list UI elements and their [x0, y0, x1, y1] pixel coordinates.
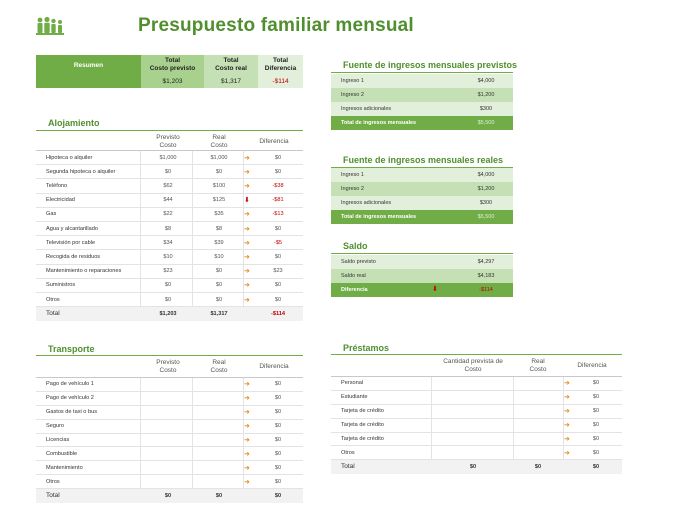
- total-real: $1,317: [210, 310, 228, 317]
- row-label: Otros: [46, 478, 60, 485]
- summary-prev-label-2: Costo previsto: [149, 65, 196, 72]
- summary-real-value: $1,317: [204, 75, 258, 88]
- cell-diferencia: $0: [592, 408, 600, 415]
- income-row[interactable]: [331, 182, 513, 196]
- summary-block: [36, 55, 303, 88]
- table-row[interactable]: [36, 194, 303, 208]
- arrow-right-icon: ➜: [244, 437, 250, 445]
- section-title-prestamos: Préstamos: [343, 343, 390, 353]
- total-previsto: $0: [469, 463, 477, 470]
- column-header-line: Real: [212, 134, 226, 141]
- income-total-row: [331, 210, 513, 224]
- income-total-label: Total de ingresos mensuales: [341, 214, 417, 220]
- income-label: Ingreso 2: [341, 92, 364, 98]
- cell-previsto[interactable]: $44: [163, 197, 173, 204]
- arrow-right-icon: ➜: [564, 436, 570, 444]
- income-value[interactable]: $4,000: [477, 78, 495, 84]
- cell-diferencia: $0: [592, 422, 600, 429]
- table-row[interactable]: [36, 151, 303, 165]
- row-label: Recogida de residuos: [46, 253, 101, 260]
- row-label: Personal: [341, 380, 364, 387]
- row-label: Otros: [341, 449, 355, 456]
- cell-diferencia: $0: [274, 450, 282, 457]
- cell-diferencia: $0: [592, 436, 600, 443]
- section-title-transporte: Transporte: [48, 344, 95, 354]
- arrow-right-icon: ➜: [244, 154, 250, 162]
- income-value[interactable]: $1,200: [477, 186, 495, 192]
- income-label: Ingreso 2: [341, 186, 364, 192]
- summary-label: Resumen: [36, 55, 141, 88]
- total-previsto: $0: [164, 492, 172, 499]
- arrow-right-icon: ➜: [244, 253, 250, 261]
- income-row[interactable]: [331, 269, 513, 283]
- table-row[interactable]: [36, 406, 303, 420]
- cell-real[interactable]: $8: [215, 225, 223, 232]
- transporte-table: [36, 356, 303, 504]
- income-row[interactable]: [331, 88, 513, 102]
- table-row[interactable]: [36, 434, 303, 448]
- summary-prev-value: $1,203: [141, 75, 204, 88]
- income-row[interactable]: [331, 196, 513, 210]
- table-row[interactable]: [331, 433, 622, 447]
- row-label: Mantenimiento: [46, 464, 83, 471]
- cell-diferencia: $23: [273, 268, 283, 275]
- cell-diferencia: -$81: [272, 197, 284, 204]
- row-label: Seguro: [46, 423, 65, 430]
- total-label: Total: [46, 492, 60, 500]
- total-label: Total: [341, 463, 355, 471]
- row-label: Suministros: [46, 282, 76, 289]
- table-row[interactable]: [36, 222, 303, 236]
- cell-previsto[interactable]: $0: [164, 296, 172, 303]
- column-divider: [192, 151, 193, 307]
- table-total-row: [36, 307, 303, 321]
- section-title-saldo: Saldo: [343, 241, 368, 251]
- income-row[interactable]: [331, 102, 513, 116]
- arrow-right-icon: ➜: [564, 380, 570, 388]
- table-row[interactable]: [36, 179, 303, 193]
- cell-real[interactable]: $0: [215, 168, 223, 175]
- summary-diff-label-2: Diferencia: [264, 65, 297, 72]
- arrow-down-icon: ⬇: [244, 197, 250, 205]
- summary-prev-column: [141, 55, 204, 88]
- table-row[interactable]: [36, 208, 303, 222]
- income-total-value: $5,500: [477, 120, 495, 126]
- column-header-previsto: [433, 358, 513, 374]
- cell-diferencia: $0: [274, 253, 282, 260]
- total-diferencia: $0: [592, 463, 600, 470]
- arrow-right-icon: ➜: [244, 478, 250, 486]
- section-title-alojamiento: Alojamiento: [48, 118, 100, 128]
- column-header-line: Costo: [159, 367, 177, 374]
- column-header-diferencia: Diferencia: [577, 362, 607, 369]
- income-value[interactable]: $300: [479, 200, 493, 206]
- cell-diferencia: $0: [274, 168, 282, 175]
- summary-diff-label-1: Total: [272, 57, 289, 64]
- row-label: Mantenimiento o reparaciones: [46, 268, 122, 275]
- cell-real[interactable]: $1,000: [210, 154, 228, 161]
- row-label: Gas: [46, 211, 57, 218]
- summary-diff-column: [258, 55, 303, 88]
- income-value[interactable]: $4,297: [477, 259, 495, 265]
- cell-diferencia: -$38: [272, 182, 284, 189]
- cell-diferencia: $0: [274, 225, 282, 232]
- column-divider: [243, 151, 244, 307]
- cell-diferencia: -$5: [273, 239, 283, 246]
- table-row[interactable]: [36, 165, 303, 179]
- column-header-real: [194, 359, 244, 375]
- cell-diferencia: $0: [274, 478, 282, 485]
- column-header-diferencia: Diferencia: [259, 138, 289, 145]
- section-title-ingresos-previstos: Fuente de ingresos mensuales previstos: [343, 60, 518, 70]
- cell-real[interactable]: $100: [212, 182, 226, 189]
- column-header-real: [194, 134, 244, 150]
- column-header-line: Previsto: [156, 359, 180, 366]
- column-header-line: Costo: [210, 142, 228, 149]
- income-total-value: $5,500: [477, 214, 495, 220]
- income-total-value: -$114: [479, 287, 493, 293]
- row-label: Televisión por cable: [46, 239, 96, 246]
- table-row[interactable]: [36, 461, 303, 475]
- column-header-line: Previsto: [156, 134, 180, 141]
- total-diferencia: -$114: [271, 310, 285, 317]
- cell-real[interactable]: $39: [214, 239, 224, 246]
- row-label: Tarjeta de crédito: [341, 436, 384, 443]
- income-label: Ingresos adicionales: [341, 200, 392, 206]
- row-label: Combustible: [46, 450, 78, 457]
- table-header: [36, 131, 303, 151]
- cell-diferencia: $0: [592, 394, 600, 401]
- column-header-line: Costo: [159, 142, 177, 149]
- arrow-right-icon: ➜: [244, 239, 250, 247]
- arrow-right-icon: ➜: [244, 423, 250, 431]
- income-total-label: Total de ingresos mensuales: [341, 120, 417, 126]
- section-divider: [331, 253, 513, 254]
- cell-diferencia: $0: [274, 282, 282, 289]
- row-label: Electricidad: [46, 197, 75, 204]
- summary-real-column: [204, 55, 258, 88]
- table-row[interactable]: [331, 419, 622, 433]
- table-row[interactable]: [36, 265, 303, 279]
- cell-previsto[interactable]: $22: [163, 211, 173, 218]
- column-header-previsto: [143, 359, 193, 375]
- column-header-line: Real: [531, 358, 545, 365]
- column-header-line: Costo: [529, 366, 547, 373]
- cell-real[interactable]: $125: [212, 197, 226, 204]
- income-row[interactable]: [331, 168, 513, 182]
- income-row[interactable]: [331, 255, 513, 269]
- table-row[interactable]: [36, 475, 303, 489]
- row-label: Gastos de taxi o bus: [46, 409, 97, 416]
- cell-diferencia: $0: [274, 409, 282, 416]
- arrow-right-icon: ➜: [244, 211, 250, 219]
- income-total-label: Diferencia: [341, 287, 368, 293]
- section-divider: [331, 72, 513, 73]
- income-label: Saldo previsto: [341, 259, 376, 265]
- cell-previsto[interactable]: $10: [163, 253, 173, 260]
- cell-diferencia: $0: [274, 437, 282, 444]
- column-header-line: Real: [212, 359, 226, 366]
- total-diferencia: $0: [274, 492, 282, 499]
- cell-real[interactable]: $0: [215, 268, 223, 275]
- column-header-line: Cantidad prevista de: [443, 358, 503, 365]
- ingresos-previstos-table: [331, 74, 513, 130]
- ingresos-reales-table: [331, 168, 513, 224]
- column-header-line: Costo: [210, 367, 228, 374]
- row-label: Tarjeta de crédito: [341, 408, 384, 415]
- income-value[interactable]: $1,200: [477, 92, 495, 98]
- cell-real[interactable]: $0: [215, 296, 223, 303]
- income-value[interactable]: $300: [479, 106, 493, 112]
- arrow-right-icon: ➜: [244, 395, 250, 403]
- table-row[interactable]: [36, 293, 303, 307]
- row-label: Agua y alcantarillado: [46, 225, 98, 232]
- table-total-row: [36, 489, 303, 503]
- table-row[interactable]: [331, 405, 622, 419]
- column-header-real: [513, 358, 563, 374]
- arrow-right-icon: ➜: [244, 409, 250, 417]
- alojamiento-table: [36, 131, 303, 327]
- prestamos-table: [331, 355, 622, 475]
- column-header-previsto: [143, 134, 193, 150]
- arrow-right-icon: ➜: [564, 422, 570, 430]
- total-previsto: $1,203: [159, 310, 177, 317]
- saldo-table: [331, 255, 513, 297]
- table-row[interactable]: [36, 279, 303, 293]
- income-total-row: [331, 283, 513, 297]
- table-row[interactable]: [36, 392, 303, 406]
- arrow-right-icon: ➜: [244, 225, 250, 233]
- column-header-diferencia: Diferencia: [259, 363, 289, 370]
- row-label: Tarjeta de crédito: [341, 422, 384, 429]
- row-label: Licencias: [46, 437, 70, 444]
- table-row[interactable]: [36, 448, 303, 462]
- arrow-right-icon: ➜: [564, 408, 570, 416]
- table-header: [331, 355, 622, 377]
- column-divider: [513, 377, 514, 460]
- arrow-right-icon: ➜: [244, 381, 250, 389]
- cell-real[interactable]: $35: [214, 211, 224, 218]
- table-row[interactable]: [36, 236, 303, 250]
- row-label: Teléfono: [46, 182, 68, 189]
- cell-previsto[interactable]: $34: [163, 239, 173, 246]
- cell-diferencia: -$13: [272, 211, 284, 218]
- cell-diferencia: $0: [274, 296, 282, 303]
- column-divider: [192, 378, 193, 489]
- income-value[interactable]: $4,183: [477, 273, 495, 279]
- income-row[interactable]: [331, 74, 513, 88]
- summary-real-label-1: Total: [223, 57, 239, 64]
- family-icon: [36, 16, 64, 36]
- table-header: [36, 356, 303, 378]
- column-divider: [243, 378, 244, 489]
- table-row[interactable]: [331, 391, 622, 405]
- cell-diferencia: $0: [592, 380, 600, 387]
- cell-diferencia: $0: [274, 423, 282, 430]
- summary-diff-value: -$114: [258, 75, 303, 88]
- table-row[interactable]: [36, 420, 303, 434]
- column-divider: [140, 378, 141, 489]
- income-value[interactable]: $4,000: [477, 172, 495, 178]
- cell-diferencia: $0: [274, 395, 282, 402]
- arrow-right-icon: ➜: [244, 296, 250, 304]
- cell-previsto[interactable]: $0: [164, 282, 172, 289]
- row-label: Segunda hipoteca o alquiler: [46, 168, 116, 175]
- row-label: Pago de vehículo 1: [46, 381, 94, 388]
- row-label: Hipoteca o alquiler: [46, 154, 93, 161]
- cell-diferencia: $0: [274, 464, 282, 471]
- arrow-down-icon: ⬇: [432, 286, 438, 293]
- column-divider: [431, 377, 432, 460]
- table-row[interactable]: [36, 250, 303, 264]
- total-label: Total: [46, 310, 60, 318]
- arrow-right-icon: ➜: [244, 464, 250, 472]
- table-total-row: [331, 460, 622, 474]
- arrow-right-icon: ➜: [564, 394, 570, 402]
- cell-previsto[interactable]: $23: [163, 268, 173, 275]
- income-total-row: [331, 116, 513, 130]
- summary-prev-label-1: Total: [164, 57, 181, 64]
- arrow-right-icon: ➜: [244, 282, 250, 290]
- table-row[interactable]: [331, 377, 622, 391]
- income-label: Ingreso 1: [341, 78, 364, 84]
- row-label: Pago de vehículo 2: [46, 395, 94, 402]
- income-label: Ingreso 1: [341, 172, 364, 178]
- page-title: Presupuesto familiar mensual: [138, 15, 414, 36]
- column-header-line: Costo: [464, 366, 482, 373]
- cell-previsto[interactable]: $62: [163, 182, 173, 189]
- income-label: Ingresos adicionales: [341, 106, 392, 112]
- cell-real[interactable]: $0: [215, 282, 223, 289]
- arrow-right-icon: ➜: [244, 268, 250, 276]
- column-divider: [563, 377, 564, 460]
- total-real: $0: [215, 492, 223, 499]
- total-real: $0: [534, 463, 542, 470]
- cell-diferencia: $0: [592, 449, 600, 456]
- summary-real-label-2: Costo real: [215, 65, 247, 72]
- cell-previsto[interactable]: $0: [164, 168, 172, 175]
- cell-diferencia: $0: [274, 154, 282, 161]
- column-divider: [140, 151, 141, 307]
- section-title-ingresos-reales: Fuente de ingresos mensuales reales: [343, 155, 504, 165]
- arrow-right-icon: ➜: [564, 449, 570, 457]
- cell-previsto[interactable]: $1,000: [159, 154, 177, 161]
- arrow-right-icon: ➜: [244, 450, 250, 458]
- income-label: Saldo real: [341, 273, 366, 279]
- cell-previsto[interactable]: $8: [164, 225, 172, 232]
- table-row[interactable]: [36, 378, 303, 392]
- row-label: Otros: [46, 296, 60, 303]
- row-label: Estudiante: [341, 394, 368, 401]
- cell-real[interactable]: $10: [214, 253, 224, 260]
- cell-diferencia: $0: [274, 381, 282, 388]
- arrow-right-icon: ➜: [244, 168, 250, 176]
- arrow-right-icon: ➜: [244, 182, 250, 190]
- table-row[interactable]: [331, 447, 622, 461]
